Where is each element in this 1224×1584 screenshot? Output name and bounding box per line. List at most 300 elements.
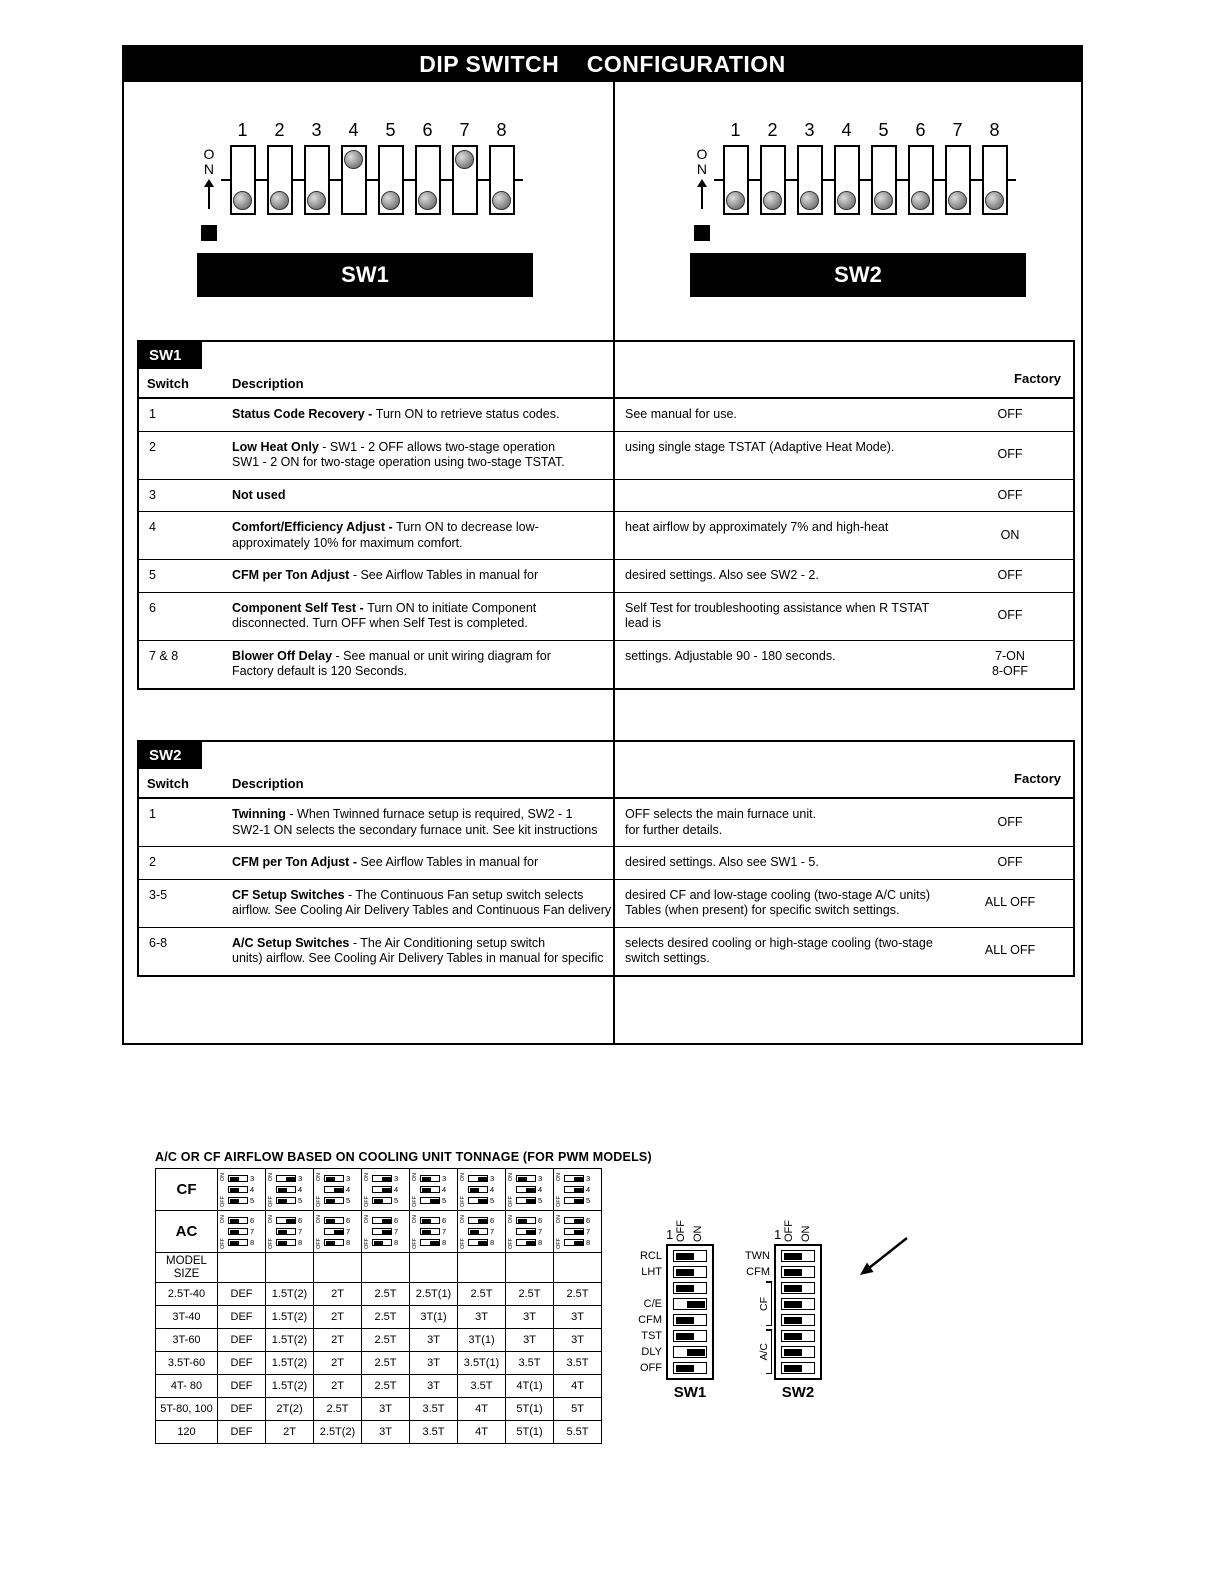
mini-switch-row [468, 1238, 494, 1247]
mini-switch-track [324, 1239, 344, 1246]
cell-factory-setting [947, 432, 1073, 479]
tonnage-cell: 2T [314, 1306, 362, 1329]
switch-function-labels [740, 1244, 774, 1380]
on-column-label: ON [692, 1225, 705, 1242]
description-line: See manual for use. [625, 407, 737, 421]
mini-switch-number: 6 [490, 1216, 495, 1225]
mini-switch-row [372, 1185, 398, 1194]
mini-switch-knob [422, 1188, 431, 1192]
mini-switch-number: 4 [538, 1185, 543, 1194]
mini-switch-row [324, 1238, 350, 1247]
mini-onoff-labels [363, 1215, 371, 1249]
switch-number: 6 [915, 120, 926, 140]
mini-switch-knob [382, 1188, 391, 1192]
mini-switch-knob [422, 1230, 431, 1234]
vertical-dip-knob [784, 1253, 802, 1260]
cell-description [219, 641, 616, 688]
mini-switch-number: 8 [298, 1238, 303, 1247]
vertical-dip-switch-7 [673, 1346, 707, 1358]
mini-switch-row [420, 1174, 446, 1183]
description-line: desired settings. Also see SW1 - 5. [625, 855, 819, 869]
mini-off-label: OFF [364, 1195, 370, 1207]
mini-switch-row [324, 1196, 350, 1205]
mini-switch-row [228, 1216, 254, 1225]
description-line: Twinning - When Twinned furnace setup is required, SW2 - 1 [232, 807, 573, 821]
sw1-vertical-dip-diagram [632, 1196, 714, 1401]
tonnage-cell: 2T [266, 1421, 314, 1444]
table-row [139, 479, 1073, 512]
mini-switch-knob [574, 1230, 583, 1234]
off-column-label: OFF [783, 1220, 796, 1242]
mini-switch-number: 3 [394, 1174, 399, 1183]
vertical-dip-knob [676, 1253, 694, 1260]
mini-dip-graphic [218, 1212, 265, 1252]
on-column-label: ON [800, 1225, 813, 1242]
mini-switch-knob [374, 1241, 383, 1245]
vertical-dip-knob [676, 1285, 694, 1292]
dip-switch-7 [945, 145, 971, 215]
cell-description-cont [616, 512, 947, 559]
switch-function-label: CFM [746, 1266, 770, 1278]
mini-switch-number: 8 [490, 1238, 495, 1247]
mini-switch-number: 3 [538, 1174, 543, 1183]
tonnage-cell: 3.5T [506, 1352, 554, 1375]
cell-factory-setting [947, 480, 1073, 512]
mini-switch-knob [382, 1177, 391, 1181]
vertical-diagram-header [666, 1196, 714, 1242]
cell-factory-setting [947, 847, 1073, 879]
mini-on-label: ON [268, 1172, 274, 1181]
ac-row-label: AC [156, 1211, 218, 1253]
dip-switch-3 [304, 145, 330, 215]
vertical-dip-switch-2 [673, 1266, 707, 1278]
mini-switch-number: 6 [250, 1216, 255, 1225]
mini-switch-number: 3 [586, 1174, 591, 1183]
mini-switch-knob [382, 1230, 391, 1234]
vertical-dip-switch-2 [781, 1266, 815, 1278]
vertical-dip-knob [784, 1269, 802, 1276]
factory-line: 7-ON [995, 648, 1025, 663]
mini-off-label: OFF [364, 1237, 370, 1249]
mini-switch-row [276, 1238, 302, 1247]
tonnage-cell: 4T [458, 1421, 506, 1444]
mini-switch-knob [382, 1219, 391, 1223]
cell-description [219, 880, 616, 927]
mini-switch-number: 3 [298, 1174, 303, 1183]
switch-number-row [690, 115, 1026, 141]
mini-switch-row [516, 1238, 542, 1247]
mini-dip-graphic [314, 1212, 361, 1252]
mini-off-label: OFF [508, 1195, 514, 1207]
cell-factory-setting [947, 928, 1073, 975]
mini-switch-number: 7 [250, 1227, 255, 1236]
mini-switch-number: 4 [586, 1185, 591, 1194]
tonnage-cell: 4T [554, 1375, 602, 1398]
tonnage-cell: DEF [218, 1306, 266, 1329]
mini-switch-knob [326, 1177, 335, 1181]
tonnage-cell: 2T [314, 1352, 362, 1375]
vertical-diagram-header [774, 1196, 822, 1242]
mini-switch-rows [420, 1216, 446, 1247]
mini-switch-row [420, 1196, 446, 1205]
sw1-dip-bank-diagram [197, 115, 533, 297]
vertical-diagram-body [740, 1244, 822, 1380]
switch-number: 2 [274, 120, 285, 140]
cell-description-cont [616, 480, 947, 512]
on-label [204, 147, 215, 177]
dip-switch-knob [344, 150, 363, 169]
mini-switch-track [372, 1197, 392, 1204]
vertical-dip-knob [784, 1285, 802, 1292]
cell-factory-setting [947, 512, 1073, 559]
mini-switch-number: 8 [442, 1238, 447, 1247]
mini-switch-row [228, 1227, 254, 1236]
cell-description [219, 480, 616, 512]
mini-switch-track [468, 1186, 488, 1193]
mini-switch-track [564, 1175, 584, 1182]
mini-switch-track [324, 1175, 344, 1182]
cell-switch-number: 7 & 8 [149, 648, 179, 663]
mini-onoff-labels [219, 1173, 227, 1207]
description-line: Tables (when present) for specific switch settings. [625, 903, 900, 917]
mini-switch-rows [516, 1174, 542, 1205]
factory-line: ON [1000, 527, 1020, 542]
description-line: approximately 10% for maximum comfort. [232, 535, 463, 550]
mini-switch-row [468, 1185, 494, 1194]
mini-on-label: ON [220, 1172, 226, 1181]
mini-switch-row [516, 1227, 542, 1236]
cell-description-cont [616, 880, 947, 927]
up-arrow-icon [204, 179, 214, 209]
mini-switch-row [420, 1238, 446, 1247]
mini-switch-number: 6 [298, 1216, 303, 1225]
mini-switch-track [372, 1239, 392, 1246]
cell-switch-number: 5 [149, 568, 156, 582]
mini-switch-row [516, 1185, 542, 1194]
mini-switch-knob [526, 1188, 535, 1192]
mini-off-label: OFF [268, 1195, 274, 1207]
dip-switch-knob [418, 191, 437, 210]
switch-function-label: C/E [643, 1298, 662, 1310]
empty-cell [218, 1253, 266, 1283]
empty-cell [554, 1253, 602, 1283]
mini-dip-graphic [314, 1170, 361, 1210]
mini-off-label: OFF [460, 1195, 466, 1207]
mini-switch-number: 4 [442, 1185, 447, 1194]
tonnage-cell: 2.5T(2) [314, 1421, 362, 1444]
on-indicator [694, 147, 710, 209]
header-switch: Switch [147, 376, 189, 391]
tonnage-cell: 2T [314, 1329, 362, 1352]
mini-switch-rows [420, 1174, 446, 1205]
mini-switch-knob [334, 1230, 343, 1234]
mini-switch-track [276, 1217, 296, 1224]
switch-number: 3 [311, 120, 322, 140]
mini-switch-row [564, 1174, 590, 1183]
cell-switch-number: 1 [149, 807, 156, 821]
mini-switch-row [468, 1227, 494, 1236]
mini-switch-track [420, 1186, 440, 1193]
mini-switch-row [516, 1196, 542, 1205]
mini-switch-track [228, 1217, 248, 1224]
mini-switch-track [468, 1175, 488, 1182]
mini-switch-number: 7 [298, 1227, 303, 1236]
tonnage-cell: 2.5T [362, 1283, 410, 1306]
mini-switch-row [324, 1185, 350, 1194]
on-label-letter: O [203, 146, 215, 162]
mini-on-label: ON [460, 1172, 466, 1181]
mini-dip-graphic [266, 1170, 313, 1210]
mini-switch-row [564, 1196, 590, 1205]
mini-on-label: ON [556, 1172, 562, 1181]
mini-switch-track [516, 1197, 536, 1204]
mini-switch-number: 6 [346, 1216, 351, 1225]
mini-on-label: ON [364, 1214, 370, 1223]
tonnage-cell: 3T [362, 1398, 410, 1421]
bracket [757, 1281, 772, 1326]
mini-switch-knob [574, 1241, 583, 1245]
vertical-dip-switch-7 [781, 1346, 815, 1358]
dip-switch-knob [985, 191, 1004, 210]
factory-line: OFF [997, 608, 1023, 623]
mini-dip-cell [314, 1169, 362, 1211]
switch-number: 3 [804, 120, 815, 140]
tonnage-cell: 1.5T(2) [266, 1375, 314, 1398]
switch-number: 1 [730, 120, 741, 140]
mini-switch-knob [526, 1241, 535, 1245]
table-row [139, 399, 1073, 431]
mini-switch-number: 8 [346, 1238, 351, 1247]
mini-switch-number: 4 [346, 1185, 351, 1194]
mini-switch-row [228, 1185, 254, 1194]
mini-switch-knob [470, 1188, 479, 1192]
mini-off-label: OFF [220, 1195, 226, 1207]
mini-switch-number: 5 [250, 1196, 255, 1205]
vertical-dip-switch-6 [673, 1330, 707, 1342]
mini-switch-track [276, 1186, 296, 1193]
description-line: disconnected. Turn OFF when Self Test is completed. [232, 616, 528, 630]
tonnage-cell: 3T [362, 1421, 410, 1444]
model-cell: 2.5T-40 [156, 1283, 218, 1306]
mini-onoff-labels [315, 1215, 323, 1249]
model-cell: 120 [156, 1421, 218, 1444]
on-label-letter: N [696, 161, 708, 177]
header-factory: Factory [1014, 771, 1061, 786]
tonnage-cell: 3T [506, 1306, 554, 1329]
mini-dip-cell [458, 1169, 506, 1211]
dip-switch-knob [763, 191, 782, 210]
dip-switch-3 [797, 145, 823, 215]
vertical-dip-switch-1 [673, 1250, 707, 1262]
mini-switch-rows [564, 1216, 590, 1247]
off-column-label: OFF [675, 1220, 688, 1242]
switch-number: 2 [767, 120, 778, 140]
vertical-dip-knob [784, 1333, 802, 1340]
mini-switch-number: 8 [586, 1238, 591, 1247]
tonnage-cell: 2.5T [314, 1398, 362, 1421]
mini-switch-track [324, 1197, 344, 1204]
cell-switch-number: 4 [149, 520, 156, 534]
vertical-dip-switch-4 [781, 1298, 815, 1310]
mini-onoff-labels [315, 1173, 323, 1207]
mini-switch-number: 5 [586, 1196, 591, 1205]
mini-switch-row [324, 1227, 350, 1236]
mini-switch-row [276, 1174, 302, 1183]
mini-switch-number: 6 [538, 1216, 543, 1225]
factory-line: ALL OFF [984, 943, 1036, 958]
cell-description-cont [616, 928, 947, 975]
mini-dip-cell [410, 1169, 458, 1211]
tonnage-row [156, 1283, 602, 1306]
description-line: CFM per Ton Adjust - See Airflow Tables in manual for [232, 568, 539, 582]
switch-function-label [632, 1282, 666, 1298]
description-line: SW2-1 ON selects the secondary furnace unit. See kit instructions [232, 822, 598, 837]
factory-line: OFF [997, 855, 1023, 869]
mini-switch-track [276, 1228, 296, 1235]
dip-switch-knob [726, 191, 745, 210]
cell-description-cont [616, 432, 947, 479]
empty-cell [458, 1253, 506, 1283]
tonnage-cell: 3T [554, 1306, 602, 1329]
switch-function-label: OFF [640, 1362, 662, 1374]
dip-switch-4 [834, 145, 860, 215]
sw1-table-label: SW1 [139, 342, 202, 369]
table-rows [139, 799, 1073, 975]
tonnage-cell: 2.5T [362, 1375, 410, 1398]
mini-switch-row [468, 1174, 494, 1183]
description-line: selects desired cooling or high-stage cooling (two-stage [625, 935, 933, 950]
switch-function-label: TST [641, 1330, 662, 1342]
mini-switch-knob [326, 1219, 335, 1223]
tonnage-cell: 1.5T(2) [266, 1329, 314, 1352]
mini-switch-knob [230, 1188, 239, 1192]
tonnage-cell: 5T [554, 1398, 602, 1421]
mini-dip-cell [410, 1211, 458, 1253]
factory-line: OFF [997, 487, 1023, 502]
mini-switch-row [420, 1227, 446, 1236]
mini-switch-knob [478, 1241, 487, 1245]
tonnage-cell: 3T [458, 1306, 506, 1329]
description-line: A/C Setup Switches - The Air Conditioning setup switch [232, 935, 546, 950]
tonnage-cell: 2.5T [362, 1306, 410, 1329]
mini-dip-graphic [458, 1212, 505, 1252]
ac-row [156, 1211, 602, 1253]
mini-off-label: OFF [412, 1237, 418, 1249]
mini-switch-knob [430, 1241, 439, 1245]
mini-switch-knob [230, 1241, 239, 1245]
cell-description-cont [616, 560, 947, 592]
bracket [757, 1329, 772, 1374]
mini-on-label: ON [316, 1214, 322, 1223]
on-label [697, 147, 708, 177]
mini-switch-number: 7 [442, 1227, 447, 1236]
table-row [139, 846, 1073, 879]
mini-switch-row [468, 1196, 494, 1205]
mini-switch-track [276, 1197, 296, 1204]
model-cell: 3.5T-60 [156, 1352, 218, 1375]
mini-switch-row [564, 1185, 590, 1194]
vertical-dip-switch-5 [781, 1314, 815, 1326]
tonnage-cell: 2.5T [506, 1283, 554, 1306]
dip-switch-knob [270, 191, 289, 210]
table-row [139, 592, 1073, 640]
mini-onoff-labels [411, 1173, 419, 1207]
switch-function-label: DLY [641, 1346, 662, 1358]
mini-switch-row [420, 1185, 446, 1194]
mini-dip-cell [362, 1211, 410, 1253]
cell-description [219, 928, 616, 975]
tonnage-cell: 2.5T [554, 1283, 602, 1306]
description-line: SW1 - 2 ON for two-stage operation using two-stage TSTAT. [232, 455, 565, 469]
description-line: using single stage TSTAT (Adaptive Heat Mode). [625, 439, 895, 454]
mini-on-label: ON [364, 1172, 370, 1181]
switch-function-label: LHT [641, 1266, 662, 1278]
vertical-dip-switch-3 [673, 1282, 707, 1294]
mini-switch-knob [574, 1177, 583, 1181]
tonnage-cell: 3T [410, 1352, 458, 1375]
empty-cell [314, 1253, 362, 1283]
table-row [139, 879, 1073, 927]
mini-switch-rows [516, 1216, 542, 1247]
vertical-dip-switch-5 [673, 1314, 707, 1326]
mini-switch-rows [468, 1174, 494, 1205]
mini-switch-number: 8 [394, 1238, 399, 1247]
vertical-diagram-caption: SW2 [781, 1384, 815, 1401]
mini-switch-knob [574, 1199, 583, 1203]
switch-function-labels [632, 1244, 666, 1380]
mini-switch-track [420, 1197, 440, 1204]
empty-cell [266, 1253, 314, 1283]
mini-switch-number: 6 [442, 1216, 447, 1225]
bank-label: SW1 [197, 253, 533, 297]
mini-dip-graphic [554, 1170, 601, 1210]
mini-switch-knob [526, 1199, 535, 1203]
mini-switch-track [372, 1217, 392, 1224]
tonnage-row [156, 1306, 602, 1329]
up-arrow-icon [697, 179, 707, 209]
description-line: Status Code Recovery - Turn ON to retrieve status codes. [232, 407, 560, 421]
mini-switch-track [420, 1228, 440, 1235]
description-line: desired settings. Also see SW2 - 2. [625, 568, 819, 582]
dip-switch-knob [381, 191, 400, 210]
mini-on-label: ON [316, 1172, 322, 1181]
on-label-letter: N [203, 161, 215, 177]
mini-onoff-labels [219, 1215, 227, 1249]
mini-switch-knob [278, 1188, 287, 1192]
orientation-mark [694, 225, 710, 241]
mini-dip-graphic [506, 1170, 553, 1210]
cell-description-cont [616, 799, 947, 846]
mini-dip-graphic [218, 1170, 265, 1210]
tonnage-cell: DEF [218, 1329, 266, 1352]
airflow-table-title: A/C OR CF AIRFLOW BASED ON COOLING UNIT TONNAGE (FOR PWM MODELS) [155, 1150, 652, 1164]
mini-switch-knob [478, 1199, 487, 1203]
mini-switch-row [372, 1174, 398, 1183]
mini-off-label: OFF [556, 1195, 562, 1207]
tonnage-row [156, 1398, 602, 1421]
mini-switch-rows [276, 1216, 302, 1247]
mini-switch-track [468, 1217, 488, 1224]
switch-number-row [197, 115, 533, 141]
description-line: airflow. See Cooling Air Delivery Tables and Continuous Fan delivery [232, 903, 612, 917]
mini-off-label: OFF [460, 1237, 466, 1249]
mini-switch-knob [230, 1199, 239, 1203]
header-switch: Switch [147, 776, 189, 791]
vertical-diagram-body [632, 1244, 714, 1380]
mini-onoff-labels [459, 1215, 467, 1249]
cell-factory-setting [947, 560, 1073, 592]
sw1-table [137, 340, 1075, 690]
